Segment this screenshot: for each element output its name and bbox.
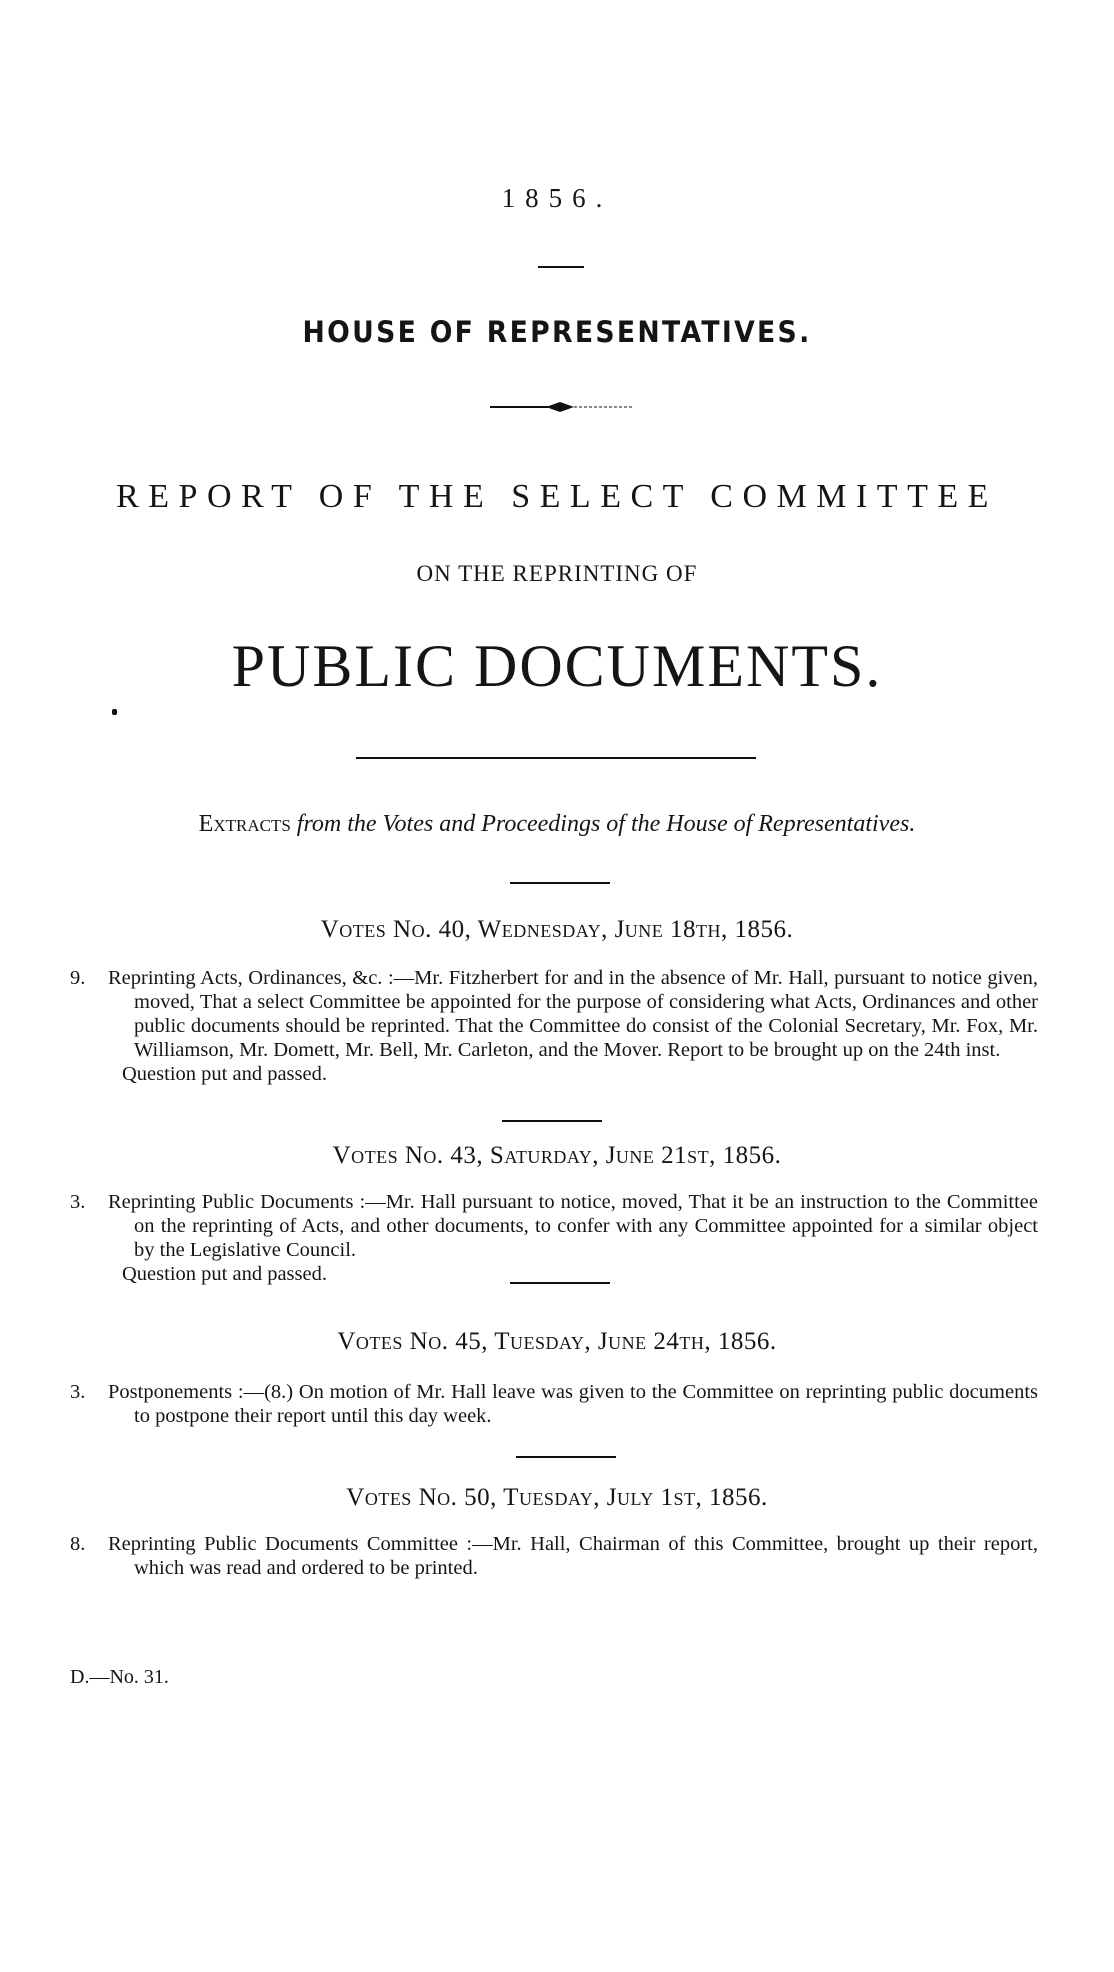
main-title: PUBLIC DOCUMENTS.	[231, 633, 883, 699]
section-rule	[502, 1120, 602, 1122]
section-entry	[70, 966, 1038, 1086]
section-heading: Votes No. 45, Tuesday, June 24th, 1856.	[337, 1328, 777, 1355]
bullet-mark	[112, 709, 117, 715]
section-rule	[516, 1456, 616, 1458]
long-rule	[356, 757, 756, 759]
entry-text: Postponements :—(8.) On motion of Mr. Hall leave was given to the Committee on reprinting public documents to postpone their report until this day week.	[108, 1381, 1038, 1427]
document-number: D.—No. 31.	[70, 1666, 169, 1688]
entry-result: Question put and passed.	[122, 1263, 327, 1285]
entry-number: 3.	[70, 1381, 86, 1403]
subtitle: ON THE REPRINTING OF	[416, 561, 698, 586]
section-heading: Votes No. 50, Tuesday, July 1st, 1856.	[346, 1484, 768, 1511]
extracts-rest: from the Votes and Proceedings of the House of Representatives.	[296, 811, 916, 837]
section-heading: Votes No. 43, Saturday, June 21st, 1856.	[332, 1142, 782, 1169]
section-rule	[510, 1282, 610, 1284]
year: 1856.	[501, 183, 613, 213]
entry-result: Question put and passed.	[122, 1063, 327, 1085]
section-entry	[70, 1380, 1038, 1428]
entry-number: 3.	[70, 1191, 86, 1213]
section-entry	[70, 1190, 1038, 1286]
entry-text: Reprinting Acts, Ordinances, &c. :—Mr. Fitzherbert for and in the absence of Mr. Hall, pursuant to notice given, moved, That a select Committee be appointed for the purpose of considering what Acts, Ordinances and other public documents should be reprinted. That the Committee do consist of the Colonial Secretary, Mr. Fox, Mr. Williamson, Mr. Domett, Mr. Bell, Mr. Carleton, and the Mover. Report to be brought up on the 24th inst.	[108, 967, 1038, 1061]
house-title: HOUSE OF REPRESENTATIVES.	[302, 315, 812, 349]
entry-text: Reprinting Public Documents :—Mr. Hall pursuant to notice, moved, That it be an instruction to the Committee on the reprinting of Acts, and other documents, to confer with any Committee appointed for a similar object by the Legislative Council.	[108, 1191, 1038, 1261]
report-title: REPORT OF THE SELECT COMMITTEE	[116, 478, 998, 515]
entry-text: Reprinting Public Documents Committee :—Mr. Hall, Chairman of this Committee, brought up their report, which was read and ordered to be printed.	[108, 1533, 1038, 1579]
extracts-line	[0, 811, 1114, 838]
diamond-rule	[490, 400, 632, 414]
entry-number: 8.	[70, 1533, 86, 1555]
short-rule	[538, 266, 584, 268]
section-heading: Votes No. 40, Wednesday, June 18th, 1856.	[320, 916, 794, 943]
entry-number: 9.	[70, 967, 86, 989]
section-entry	[70, 1532, 1038, 1580]
extracts-lead: Extracts	[198, 811, 291, 837]
section-rule	[510, 882, 610, 884]
